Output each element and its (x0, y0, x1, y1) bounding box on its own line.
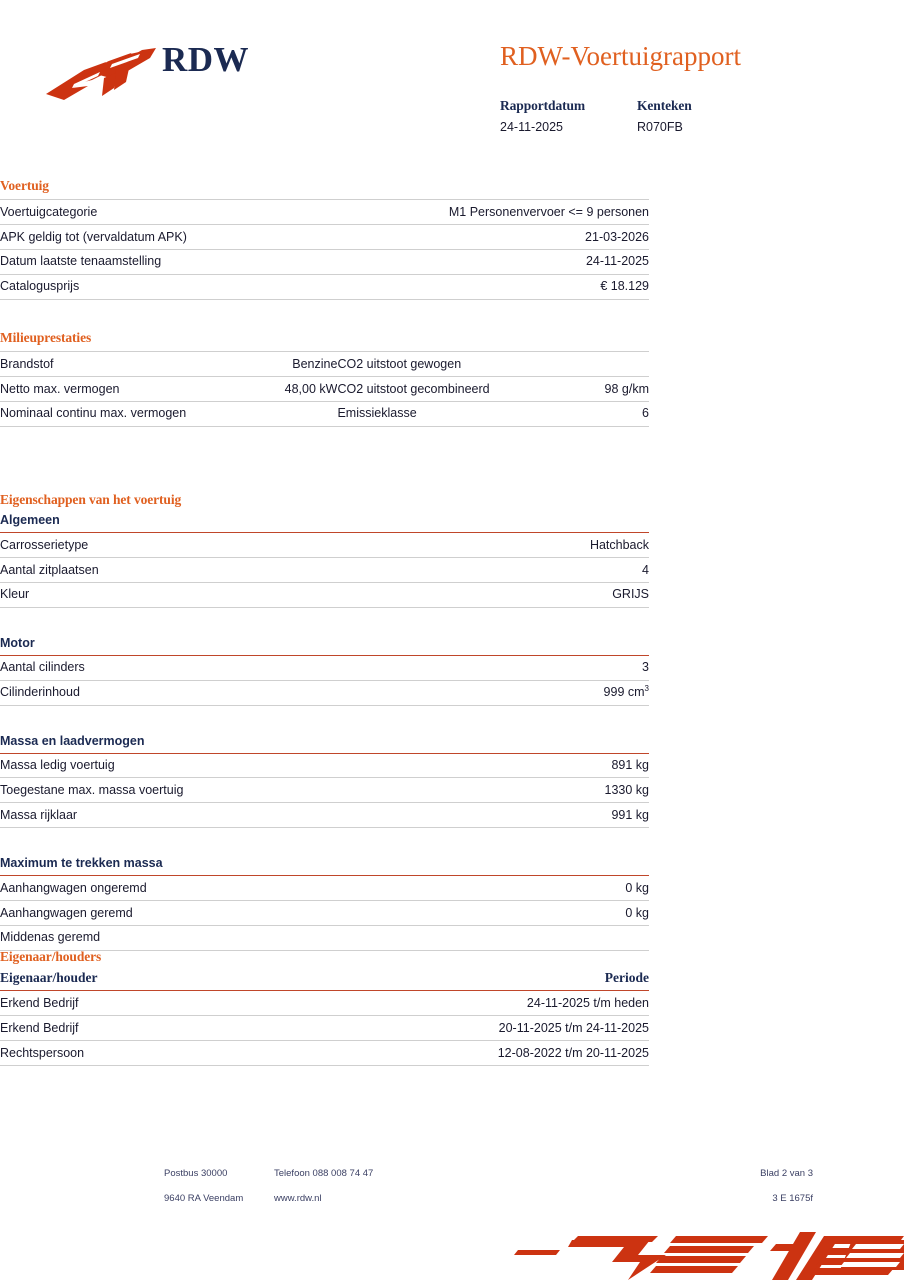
row-value: 1330 kg (389, 778, 649, 803)
row-label: Toegestane max. massa voertuig (0, 778, 389, 803)
motor-table (0, 656, 649, 706)
footer-city: 9640 RA Veendam (164, 1193, 244, 1205)
footer-form-code: 3 E 1675f (772, 1193, 813, 1205)
row-value: 891 kg (389, 754, 649, 778)
table-row (0, 754, 649, 778)
row-value: 12-08-2022 t/m 20-11-2025 (325, 1041, 650, 1066)
superscript-unit: 3 (644, 684, 649, 694)
table-row (0, 225, 649, 250)
row-value: 999 cm (603, 685, 645, 700)
row-label: Nominaal continu max. vermogen (0, 401, 214, 426)
row-value: Benzine (214, 352, 337, 377)
row-label: Massa ledig voertuig (0, 754, 389, 778)
meta-rapportdatum-value: 24-11-2025 (500, 120, 564, 135)
row-label: Massa rijklaar (0, 803, 389, 828)
row-value: 21-03-2026 (389, 225, 649, 250)
row-label: Netto max. vermogen (0, 377, 214, 402)
section-eigenaar-title: Eigenaar/houders (0, 949, 102, 964)
section-milieu-title: Milieuprestaties (0, 330, 92, 345)
document-footer (164, 1168, 813, 1219)
section-voertuig-title: Voertuig (0, 178, 49, 193)
table-row (0, 558, 649, 583)
meta-kenteken (637, 96, 692, 138)
table-row (0, 582, 649, 607)
row-value (214, 401, 337, 426)
table-row (0, 778, 649, 803)
row-value-secondary: 98 g/km (532, 377, 649, 402)
section-eigenschappen-title: Eigenschappen van het voertuig (0, 492, 182, 507)
massa-table (0, 754, 649, 829)
table-row (0, 803, 649, 828)
row-value-secondary: 6 (532, 401, 649, 426)
group-algemeen (0, 513, 649, 608)
footer-postbus: Postbus 30000 (164, 1168, 228, 1179)
row-label: Middenas geremd (0, 925, 389, 950)
row-value: 0 kg (389, 876, 649, 900)
row-label: Aanhangwagen ongeremd (0, 876, 389, 900)
table-row (0, 352, 649, 377)
row-value: GRIJS (389, 582, 649, 607)
eigenaar-table (0, 991, 649, 1066)
rdw-wordmark: RDW (162, 40, 250, 79)
column-header-eigenaar: Eigenaar/houder (0, 970, 98, 986)
row-label: Aanhangwagen geremd (0, 901, 389, 926)
row-value: € 18.129 (389, 274, 649, 299)
report-meta (500, 96, 890, 138)
table-row (0, 533, 649, 557)
trekken-massa-table (0, 876, 649, 951)
page-title: RDW-Voertuigrapport (500, 41, 741, 71)
table-row (0, 1041, 649, 1066)
row-value: Hatchback (389, 533, 649, 557)
row-label: Cilinderinhoud (0, 680, 389, 705)
row-label: Catalogusprijs (0, 274, 389, 299)
table-row (0, 925, 649, 950)
row-label: Voertuigcategorie (0, 200, 389, 225)
footer-website: www.rdw.nl (274, 1193, 322, 1205)
subtitle-trekken-massa: Maximum te trekken massa (0, 856, 649, 876)
group-trekken-massa (0, 856, 649, 951)
row-label: Erkend Bedrijf (0, 991, 325, 1015)
algemeen-table (0, 533, 649, 608)
table-row (0, 991, 649, 1015)
footer-line-2 (164, 1193, 813, 1204)
row-value: 24-11-2025 t/m heden (325, 991, 650, 1015)
row-label: Aantal cilinders (0, 656, 389, 680)
row-label-secondary: CO2 uitstoot gecombineerd (337, 377, 532, 402)
section-milieuprestaties (0, 330, 649, 427)
milieu-table (0, 351, 649, 427)
table-row (0, 377, 649, 402)
footer-telefoon: Telefoon 088 008 74 47 (274, 1168, 374, 1179)
row-value: 48,00 kW (214, 377, 337, 402)
row-value: 4 (389, 558, 649, 583)
row-label: Datum laatste tenaamstelling (0, 249, 389, 274)
table-row (0, 680, 649, 705)
subtitle-massa: Massa en laadvermogen (0, 734, 649, 754)
row-value: 24-11-2025 (389, 249, 649, 274)
section-eigenaar-houders (0, 949, 649, 1066)
group-massa (0, 734, 649, 829)
meta-kenteken-value: R070FB (637, 120, 683, 135)
footer-line-1 (164, 1168, 813, 1179)
row-label: APK geldig tot (vervaldatum APK) (0, 225, 389, 250)
row-value: 3 (389, 656, 649, 680)
row-label: Rechtspersoon (0, 1041, 325, 1066)
document-header (0, 0, 904, 165)
row-value (389, 925, 649, 950)
row-value: 20-11-2025 t/m 24-11-2025 (325, 1016, 650, 1041)
row-value: 0 kg (389, 901, 649, 926)
section-voertuig (0, 178, 649, 300)
column-header-periode: Periode (604, 970, 649, 986)
row-label-secondary: CO2 uitstoot gewogen (337, 352, 532, 377)
table-row (0, 401, 649, 426)
row-label: Brandstof (0, 352, 214, 377)
rdw-logo (44, 38, 304, 110)
row-value: M1 Personenvervoer <= 9 personen (389, 200, 649, 225)
report-title-block (500, 42, 890, 72)
row-value-cilinderinhoud (389, 680, 649, 705)
meta-rapportdatum-label: Rapportdatum (500, 98, 586, 113)
table-row (0, 901, 649, 926)
table-row (0, 200, 649, 225)
voertuig-table (0, 199, 649, 300)
section-eigenschappen (0, 492, 649, 951)
subtitle-motor: Motor (0, 636, 649, 656)
row-label: Erkend Bedrijf (0, 1016, 325, 1041)
row-value: 991 kg (389, 803, 649, 828)
table-row (0, 656, 649, 680)
eigenaar-column-headers (0, 970, 649, 991)
row-label-secondary: Emissieklasse (337, 401, 532, 426)
table-row (0, 274, 649, 299)
footer-page-number: Blad 2 van 3 (760, 1168, 813, 1179)
group-motor (0, 636, 649, 706)
row-label: Kleur (0, 582, 389, 607)
row-label: Carrosserietype (0, 533, 389, 557)
row-label: Aantal zitplaatsen (0, 558, 389, 583)
table-row (0, 1016, 649, 1041)
table-row (0, 876, 649, 900)
subtitle-algemeen: Algemeen (0, 513, 649, 533)
row-value-secondary (532, 352, 649, 377)
table-row (0, 249, 649, 274)
meta-kenteken-label: Kenteken (637, 98, 692, 113)
rdw-feather-icon (44, 44, 166, 106)
meta-rapportdatum (500, 96, 637, 138)
speed-lines-graphic-icon (500, 1222, 904, 1280)
